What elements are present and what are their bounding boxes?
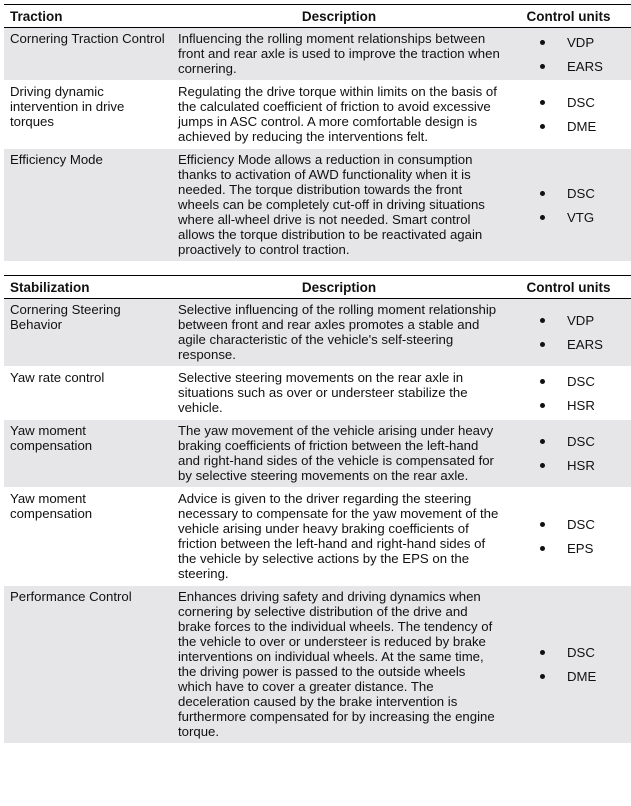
- stabilization-table: [4, 275, 631, 744]
- bullet-icon: [540, 100, 545, 105]
- control-units: [506, 420, 631, 488]
- function-description: Enhances driving safety and driving dynamics when cornering by selective distribution of the drive and brake forces to the individual wheels. The tendency of the vehicle to over or understeer is reduced by brake interventions on individual wheels. At the same time, the driving power is passed to the outside wheels which have to cover a greater distance. The deceleration caused by the brake intervention is furthermore compensated for by increasing the engine torque.: [172, 586, 506, 744]
- function-description: Efficiency Mode allows a reduction in consumption thanks to activation of AWD functionality when it is needed. The torque distribution towards the front wheels can be completely cut-off in driving situations where all-wheel drive is not needed. Smart control allows the torque distribution to be reactivated again proactively to control traction.: [172, 149, 506, 262]
- bullet-icon: [540, 191, 545, 196]
- control-unit-item: EPS: [540, 537, 631, 561]
- control-unit-item: DSC: [540, 641, 631, 665]
- bullet-icon: [540, 215, 545, 220]
- bullet-icon: [540, 379, 545, 384]
- table-row: [4, 586, 631, 744]
- control-unit-item: DSC: [540, 513, 631, 537]
- control-unit-item: DSC: [540, 369, 631, 393]
- header-control-units: Control units: [506, 5, 631, 28]
- bullet-icon: [540, 64, 545, 69]
- bullet-icon: [540, 318, 545, 323]
- table-header-row: [4, 5, 631, 28]
- control-unit-item: DME: [540, 115, 631, 139]
- control-units: [506, 81, 631, 149]
- bullet-icon: [540, 674, 545, 679]
- function-name: Efficiency Mode: [4, 149, 172, 262]
- function-description: Selective steering movements on the rear axle in situations such as over or understeer stabilize the vehicle.: [172, 367, 506, 420]
- bullet-icon: [540, 463, 545, 468]
- table-row: [4, 367, 631, 420]
- table-row: [4, 299, 631, 367]
- control-unit-item: VTG: [540, 205, 631, 229]
- bullet-icon: [540, 40, 545, 45]
- function-description: Advice is given to the driver regarding the steering necessary to compensate for the yaw movement of the vehicle arising under heavy braking coefficients of friction between the left-hand and right-hand sides of the vehicle by selective actions by the EPS on the steering.: [172, 488, 506, 586]
- control-units: [506, 367, 631, 420]
- bullet-icon: [540, 439, 545, 444]
- control-units: [506, 28, 631, 81]
- table-row: [4, 28, 631, 81]
- header-category: Stabilization: [4, 276, 172, 299]
- function-name: Performance Control: [4, 586, 172, 744]
- control-unit-item: HSR: [540, 454, 631, 478]
- function-name: Yaw moment compensation: [4, 488, 172, 586]
- function-name: Cornering Steering Behavior: [4, 299, 172, 367]
- control-unit-item: VDP: [540, 309, 631, 333]
- table-row: [4, 81, 631, 149]
- header-category: Traction: [4, 5, 172, 28]
- table-header-row: [4, 276, 631, 299]
- bullet-icon: [540, 650, 545, 655]
- control-unit-item: EARS: [540, 54, 631, 78]
- header-description: Description: [172, 276, 506, 299]
- function-description: The yaw movement of the vehicle arising under heavy braking coefficients of friction between the left-hand and right-hand sides of the vehicle is compensated for by selective steering movements on the rear axle.: [172, 420, 506, 488]
- table-row: [4, 488, 631, 586]
- function-name: Yaw moment compensation: [4, 420, 172, 488]
- control-unit-item: HSR: [540, 393, 631, 417]
- control-unit-item: DSC: [540, 430, 631, 454]
- control-units: [506, 586, 631, 744]
- bullet-icon: [540, 546, 545, 551]
- control-units: [506, 488, 631, 586]
- function-description: Selective influencing of the rolling moment relationship between front and rear axles promotes a stable and agile characteristic of the vehicle's self-steering response.: [172, 299, 506, 367]
- function-name: Driving dynamic intervention in drive torques: [4, 81, 172, 149]
- bullet-icon: [540, 124, 545, 129]
- control-unit-item: DME: [540, 665, 631, 689]
- control-unit-item: DSC: [540, 91, 631, 115]
- function-name: Yaw rate control: [4, 367, 172, 420]
- control-units: [506, 299, 631, 367]
- control-unit-item: EARS: [540, 333, 631, 357]
- header-control-units: Control units: [506, 276, 631, 299]
- control-unit-item: VDP: [540, 30, 631, 54]
- bullet-icon: [540, 403, 545, 408]
- control-units: [506, 149, 631, 262]
- function-name: Cornering Traction Control: [4, 28, 172, 81]
- control-unit-item: DSC: [540, 181, 631, 205]
- table-row: [4, 420, 631, 488]
- bullet-icon: [540, 522, 545, 527]
- table-row: [4, 149, 631, 262]
- function-description: Influencing the rolling moment relationships between front and rear axle is used to improve the traction when cornering.: [172, 28, 506, 81]
- bullet-icon: [540, 342, 545, 347]
- function-description: Regulating the drive torque within limits on the basis of the calculated coefficient of friction to avoid excessive jumps in ASC control. A more comfortable design is achieved by reducing the interventions felt.: [172, 81, 506, 149]
- table-spacer: [4, 262, 631, 275]
- header-description: Description: [172, 5, 506, 28]
- traction-table: [4, 4, 631, 262]
